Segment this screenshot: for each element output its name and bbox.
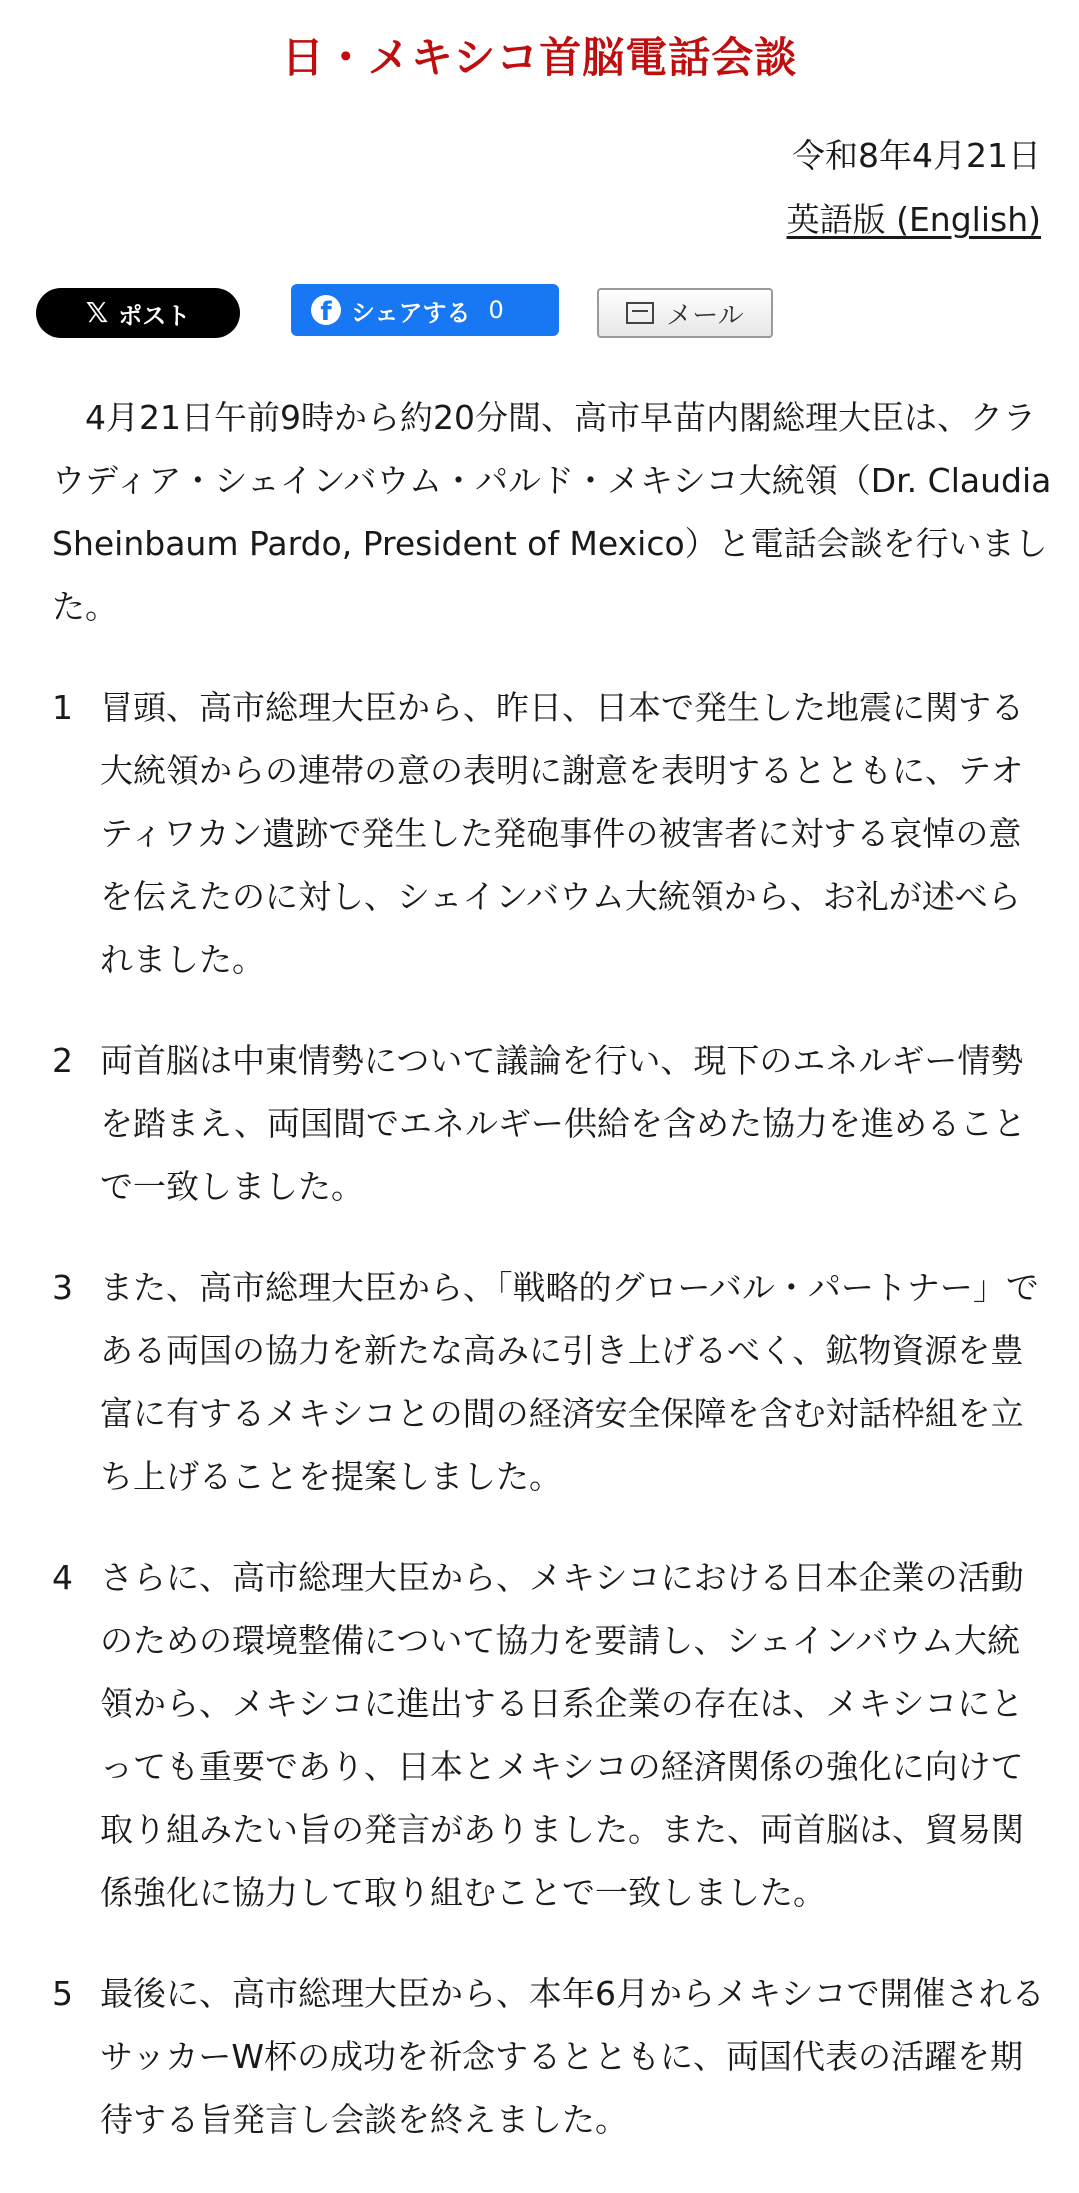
list-item-number: 1: [52, 688, 73, 727]
list-item-text: 冒頭、高市総理大臣から、昨日、日本で発生した地震に関する大統領からの連帯の意の表明に謝意を表明するとともに、テオティワカン遺跡で発生した発砲事件の被害者に対する哀悼の意を伝えたのに対し、シェインバウム大統領から、お礼が述べられました。: [100, 688, 1024, 979]
x-post-button[interactable]: [36, 288, 240, 338]
list-item-text: さらに、高市総理大臣から、メキシコにおける日本企業の活動のための環境整備について協力を要請し、シェインバウム大統領から、メキシコに進出する日系企業の存在は、メキシコにとっても重要であり、日本とメキシコの経済関係の強化に向けて取り組みたい旨の発言がありました。また、両首脳は、貿易関係強化に協力して取り組むことで一致しました。: [100, 1558, 1024, 1912]
list-item-text: また、高市総理大臣から、「戦略的グローバル・パートナー」である両国の協力を新たな高みに引き上げるべく、鉱物資源を豊富に有するメキシコとの間の経済安全保障を含む対話枠組を立ち上げることを提案しました。: [100, 1268, 1039, 1496]
list-item: [52, 1029, 1052, 1218]
english-version-link[interactable]: 英語版 (English): [786, 200, 1041, 239]
list-item-number: 4: [52, 1558, 73, 1597]
list-item-number: 5: [52, 1974, 73, 2013]
list-item-text: 最後に、高市総理大臣から、本年6月からメキシコで開催されるサッカーW杯の成功を祈念するとともに、両国代表の活躍を期待する旨発言し会談を終えました。: [100, 1974, 1045, 2139]
list-item-number: 3: [52, 1268, 73, 1307]
article-body: [52, 386, 1052, 2151]
list-item: [52, 1546, 1052, 1924]
share-bar: [36, 284, 1036, 344]
facebook-share-label: シェアする: [351, 298, 471, 327]
publish-date: 令和8年4月21日: [792, 136, 1041, 175]
x-post-label: ポスト: [118, 301, 191, 330]
intro-paragraph: 4月21日午前9時から約20分間、高市早苗内閣総理大臣は、クラウディア・シェインバウム・パルド・メキシコ大統領（Dr. Claudia Sheinbaum Pardo, President of Mexico）と電話会談を行いました。: [52, 398, 1052, 626]
page-title: 日・メキシコ首脳電話会談: [281, 33, 798, 82]
list-item: [52, 1962, 1052, 2151]
facebook-share-count: 0: [488, 296, 504, 324]
article-meta: [787, 124, 1041, 252]
list-item-number: 2: [52, 1041, 73, 1080]
mail-share-label: メール: [666, 300, 744, 331]
list-item-text: 両首脳は中東情勢について議論を行い、現下のエネルギー情勢を踏まえ、両国間でエネルギー供給を含めた協力を進めることで一致しました。: [100, 1041, 1026, 1206]
x-logo-icon: 𝕏: [85, 296, 109, 329]
talking-points-list: [52, 676, 1052, 2151]
list-item: [52, 676, 1052, 991]
facebook-share-button[interactable]: [291, 284, 559, 336]
mail-icon: [626, 302, 654, 324]
facebook-logo-icon: f: [311, 295, 341, 325]
mail-share-button[interactable]: [597, 288, 773, 338]
list-item: [52, 1256, 1052, 1508]
